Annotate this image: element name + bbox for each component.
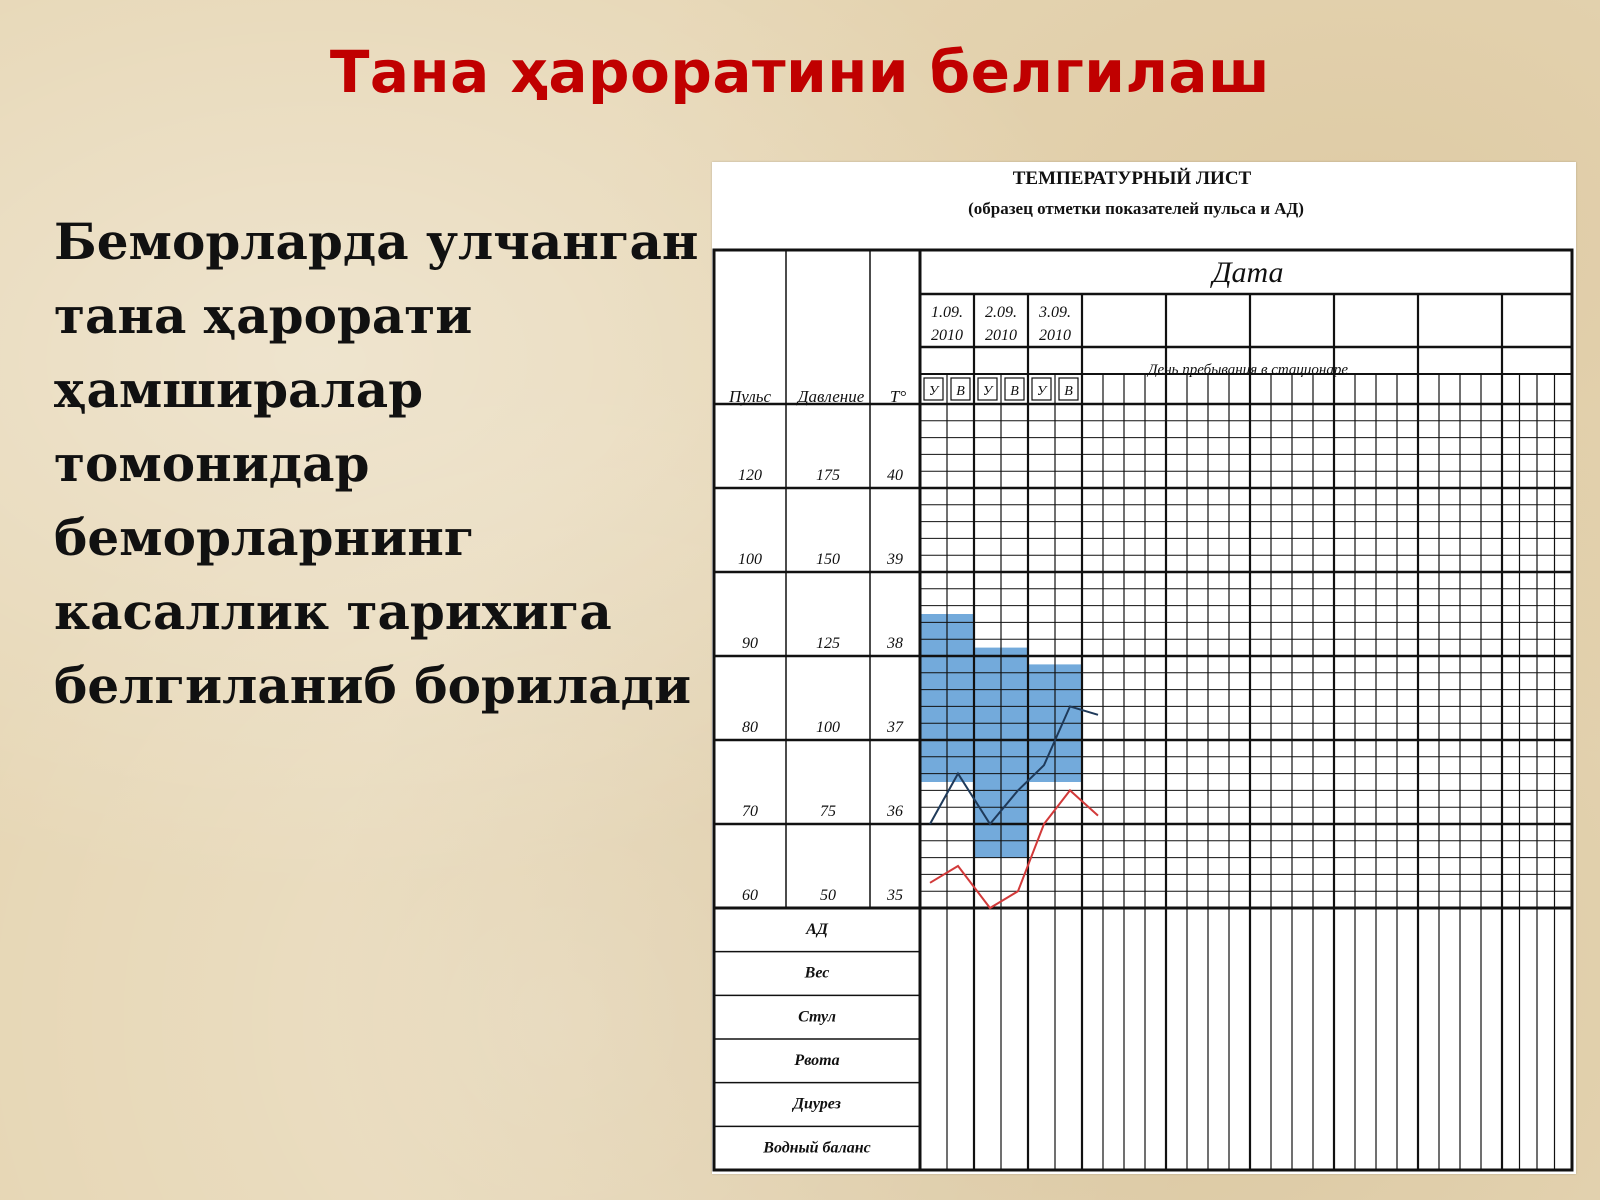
pressure-scale-label: 125: [816, 635, 840, 652]
time-label: В: [956, 384, 965, 399]
bottom-row-label: Вес: [804, 964, 830, 982]
slide-title: Тана ҳароратини белгилаш: [329, 38, 1271, 106]
bottom-row-label: Стул: [798, 1008, 836, 1026]
body-line: касаллик тарихига: [54, 582, 612, 641]
stay-header: День пребывания в стационаре: [1148, 362, 1348, 378]
date-year-label: 2010: [931, 327, 963, 344]
temp-column-header: T°: [889, 387, 907, 406]
time-label: У: [928, 384, 939, 399]
bottom-row-label: Рвота: [794, 1052, 840, 1069]
temp-scale-label: 39: [887, 551, 903, 568]
sheet-labels: [728, 167, 1348, 1156]
slide-body-text: [54, 205, 699, 723]
date-header: Дата: [1212, 256, 1284, 289]
temperature-sheet-chart: [712, 162, 1576, 1174]
sheet-title: ТЕМПЕРАТУРНЫЙ ЛИСТ: [1012, 168, 1252, 189]
pulse-column-header: Пульс: [728, 387, 772, 406]
pressure-column-header: Давление: [797, 387, 865, 406]
pulse-scale-label: 90: [742, 635, 758, 652]
time-label: У: [1036, 384, 1047, 399]
date-label: 3.09.: [1039, 304, 1071, 321]
time-label: В: [1064, 384, 1073, 399]
bottom-row-label: АД: [806, 921, 828, 938]
body-line: томонидар: [54, 434, 370, 493]
pulse-scale-label: 100: [738, 551, 762, 568]
pressure-scale-label: 50: [820, 887, 836, 904]
body-line: тана ҳарорати: [54, 286, 473, 345]
pressure-scale-label: 175: [816, 467, 840, 484]
pressure-scale-label: 100: [816, 719, 840, 736]
pressure-bar: [974, 648, 1001, 858]
temp-scale-label: 38: [887, 635, 903, 652]
body-line: ҳамширалар: [54, 360, 424, 419]
date-year-label: 2010: [985, 327, 1017, 344]
pulse-scale-label: 80: [742, 719, 758, 736]
temp-scale-label: 36: [887, 803, 903, 820]
date-label: 1.09.: [931, 304, 963, 321]
temp-scale-label: 35: [887, 887, 903, 904]
pulse-scale-label: 60: [742, 887, 758, 904]
pulse-scale-label: 70: [742, 803, 758, 820]
pressure-scale-label: 150: [816, 551, 840, 568]
sheet-subtitle: (образец отметки показателей пульса и АД): [968, 199, 1304, 218]
bottom-row-label: Водный баланс: [763, 1139, 871, 1157]
bottom-row-label: Диурез: [793, 1095, 841, 1113]
temp-scale-label: 40: [887, 467, 903, 484]
body-line: беморларнинг: [54, 508, 475, 567]
body-line: Беморларда улчанган: [54, 212, 699, 271]
body-line: белгиланиб борилади: [54, 656, 692, 715]
pressure-bar: [1001, 648, 1028, 858]
temp-scale-label: 37: [887, 719, 903, 736]
pulse-scale-label: 120: [738, 467, 762, 484]
date-label: 2.09.: [985, 304, 1017, 321]
time-label: У: [982, 384, 993, 399]
pressure-scale-label: 75: [820, 803, 836, 820]
date-year-label: 2010: [1039, 327, 1071, 344]
temperature-sheet: [712, 162, 1576, 1174]
time-label: В: [1010, 384, 1019, 399]
